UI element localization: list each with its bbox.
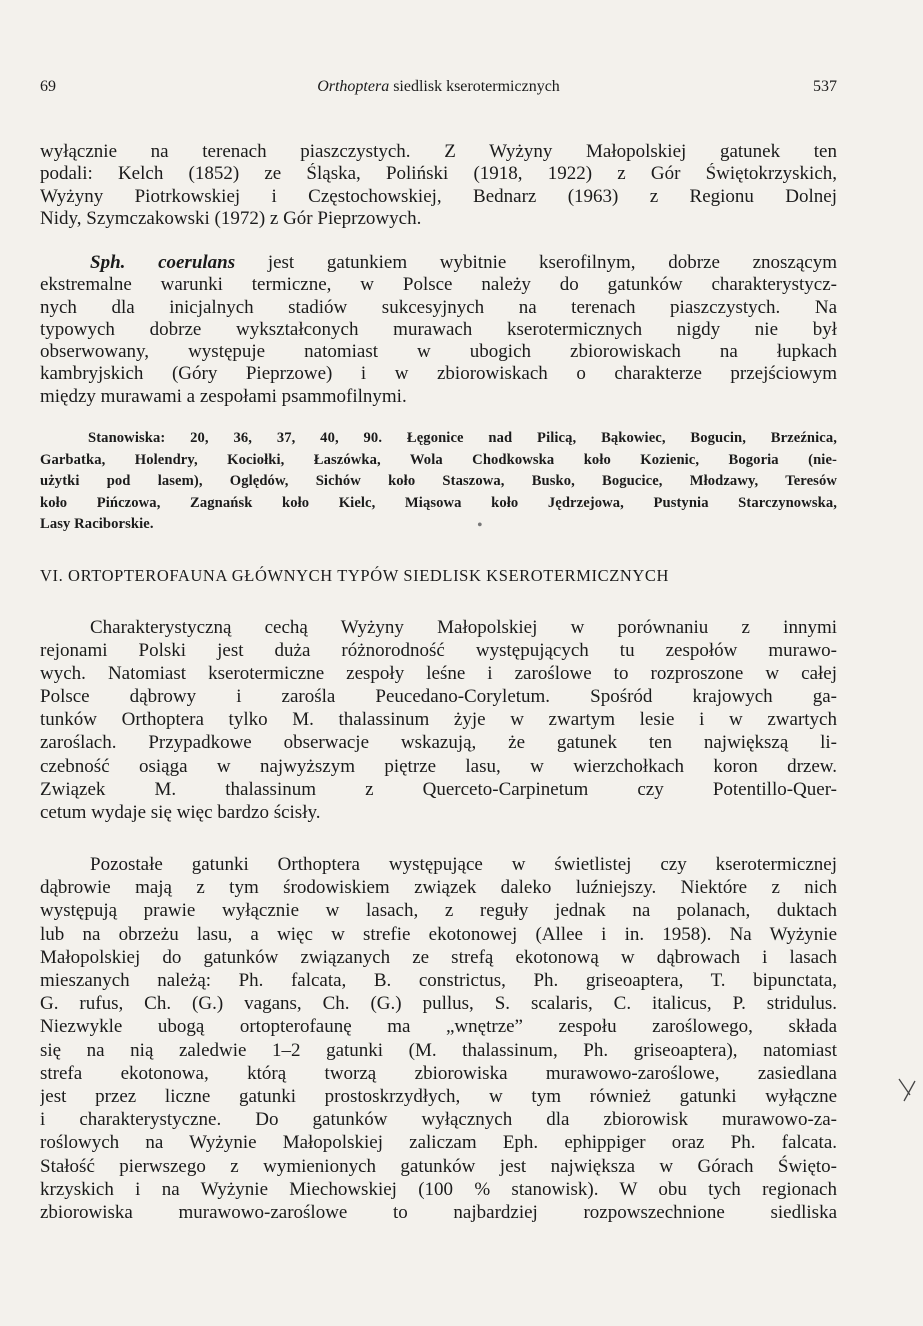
text-line: Stałość pierwszego z wymienionych gatunków jest największa w Górach Święto- [40, 1155, 837, 1177]
text-line: koło Pińczowa, Zagnańsk koło Kielc, Miąsowa koło Jędrzejowa, Pustynia Starczynowska, [40, 494, 837, 511]
text-line: krzyskich i na Wyżynie Miechowskiej (100 % stanowisk). W obu tych regionach [40, 1178, 837, 1200]
text-line: kambryjskich (Góry Pieprzowe) i w zbiorowiskach o charakterze przejściowym [40, 363, 837, 385]
text-line: zaroślach. Przypadkowe obserwacje wskazują, że gatunek ten największą li- [40, 732, 837, 754]
text-line: użytki pod lasem), Oględów, Sichów koło Staszowa, Busko, Bogucice, Młodzawy, Teresów [40, 473, 837, 490]
stations-list [40, 428, 837, 536]
text-line [40, 252, 837, 274]
running-header [40, 78, 837, 102]
text-line: Polsce dąbrowy i zarośla Peucedano-Coryletum. Spośród krajowych ga- [40, 686, 837, 708]
text-line: wyłącznie na terenach piaszczystych. Z Wyżyny Małopolskiej gatunek ten [40, 141, 837, 162]
text-line: między murawami a zespołami psammofilnymi. [40, 385, 407, 407]
section-heading: VI. ORTOPTEROFAUNA GŁÓWNYCH TYPÓW SIEDLISK KSEROTERMICZNYCH [40, 566, 670, 585]
text-line: Pozostałe gatunki Orthoptera występujące w świetlistej czy kserotermicznej [90, 854, 837, 875]
text-line: Lasy Raciborskie. [40, 516, 154, 533]
text-line: strefa ekotonowa, którą tworzą zbiorowiska murawowo-zaroślowe, zasiedlana [40, 1062, 837, 1084]
text-line: się na nią zaledwie 1–2 gatunki (M. thalassinum, Ph. griseoaptera), natomiast [40, 1039, 837, 1061]
running-title [40, 78, 837, 96]
text-line: Małopolskiej do gatunków związanych ze strefą ekotonową w dąbrowach i lasach [40, 946, 837, 968]
text-line: typowych dobrze wykształconych murawach kserotermicznych nigdy nie był [40, 318, 837, 340]
text-line: rejonami Polski jest duża różnorodność występujących tu zespołów murawo- [40, 640, 837, 662]
text-line: występują prawie wyłącznie w lasach, z reguły jednak na polanach, duktach [40, 900, 837, 922]
text-line: mieszanych należą: Ph. falcata, B. constrictus, Ph. griseoaptera, T. bipunctata, [40, 970, 837, 992]
text-line: Charakterystyczną cechą Wyżyny Małopolskiej w porównaniu z innymi [90, 617, 837, 638]
page-number-right: 537 [813, 78, 837, 95]
species-name: Sph. coerulans [90, 252, 236, 273]
paragraph-3 [40, 616, 837, 824]
text-line: nych dla inicjalnych stadiów sukcesyjnych na terenach piaszczystych. Na [40, 296, 837, 318]
text-line: roślowych na Wyżynie Małopolskiej zaliczam Eph. ephippiger oraz Ph. falcata. [40, 1132, 837, 1154]
margin-pencil-mark [896, 1075, 918, 1105]
running-title-italic: Orthoptera [317, 78, 390, 95]
text-line: wych. Natomiast kserotermiczne zespoły leśne i zaroślowe to rozproszone w całej [40, 663, 837, 685]
paragraph-1 [40, 141, 837, 231]
paragraph-4 [40, 853, 837, 1224]
text-line: tunków Orthoptera tylko M. thalassinum żyje w zwartym lesie i w zwartych [40, 709, 837, 731]
text-line: Garbatka, Holendry, Kociołki, Łaszówka, Wola Chodkowska koło Kozienic, Bogoria (nie- [40, 451, 837, 468]
text-line: lub na obrzeżu lasu, a więc w strefie ekotonowej (Allee i in. 1958). Na Wyżynie [40, 923, 837, 945]
text-line: dąbrowie mają z tym środowiskiem związek daleko luźniejszy. Niektóre z nich [40, 877, 837, 899]
text-line: Niezwykle ubogą ortopterofaunę ma „wnętrze” zespołu zaroślowego, składa [40, 1016, 837, 1038]
text-line: Nidy, Szymczakowski (1972) z Gór Pieprzowych. [40, 208, 422, 230]
paragraph-2 [40, 252, 837, 408]
stray-dot: • [477, 517, 483, 534]
text-line: zbiorowiska murawowo-zaroślowe to najbardziej rozpowszechnione siedliska [40, 1202, 837, 1224]
text-segment: jest gatunkiem wybitnie kserofilnym, dobrze znoszącym [235, 252, 837, 273]
text-line: ekstremalne warunki termiczne, w Polsce należy do gatunków charakterystycz- [40, 274, 837, 296]
text-line: i charakterystyczne. Do gatunków wyłącznych dla zbiorowisk murawowo-za- [40, 1109, 837, 1131]
text-line: podali: Kelch (1852) ze Śląska, Poliński (1918, 1922) z Gór Świętokrzyskich, [40, 163, 837, 185]
running-title-rest: siedlisk kserotermicznych [389, 78, 560, 95]
text-line: Stanowiska: 20, 36, 37, 40, 90. Łęgonice nad Pilicą, Bąkowiec, Bogucin, Brzeźnica, [88, 430, 837, 446]
text-line: cetum wydaje się więc bardzo ścisły. [40, 801, 321, 823]
text-line: jest przez liczne gatunki prostoskrzydłych, w tym również gatunki wyłączne [40, 1086, 837, 1108]
text-line: Związek M. thalassinum z Querceto-Carpinetum czy Potentillo-Quer- [40, 778, 837, 800]
text-line: Wyżyny Piotrkowskiej i Częstochowskiej, Bednarz (1963) z Regionu Dolnej [40, 185, 837, 207]
text-line: czebność osiąga w najwyższym piętrze lasu, w wierzchołkach koron drzew. [40, 755, 837, 777]
text-line: G. rufus, Ch. (G.) vagans, Ch. (G.) pullus, S. scalaris, C. italicus, P. stridulus. [40, 993, 837, 1015]
text-line: obserwowany, występuje natomiast w ubogich zbiorowiskach na łupkach [40, 341, 837, 363]
page-number-left: 69 [40, 78, 56, 95]
